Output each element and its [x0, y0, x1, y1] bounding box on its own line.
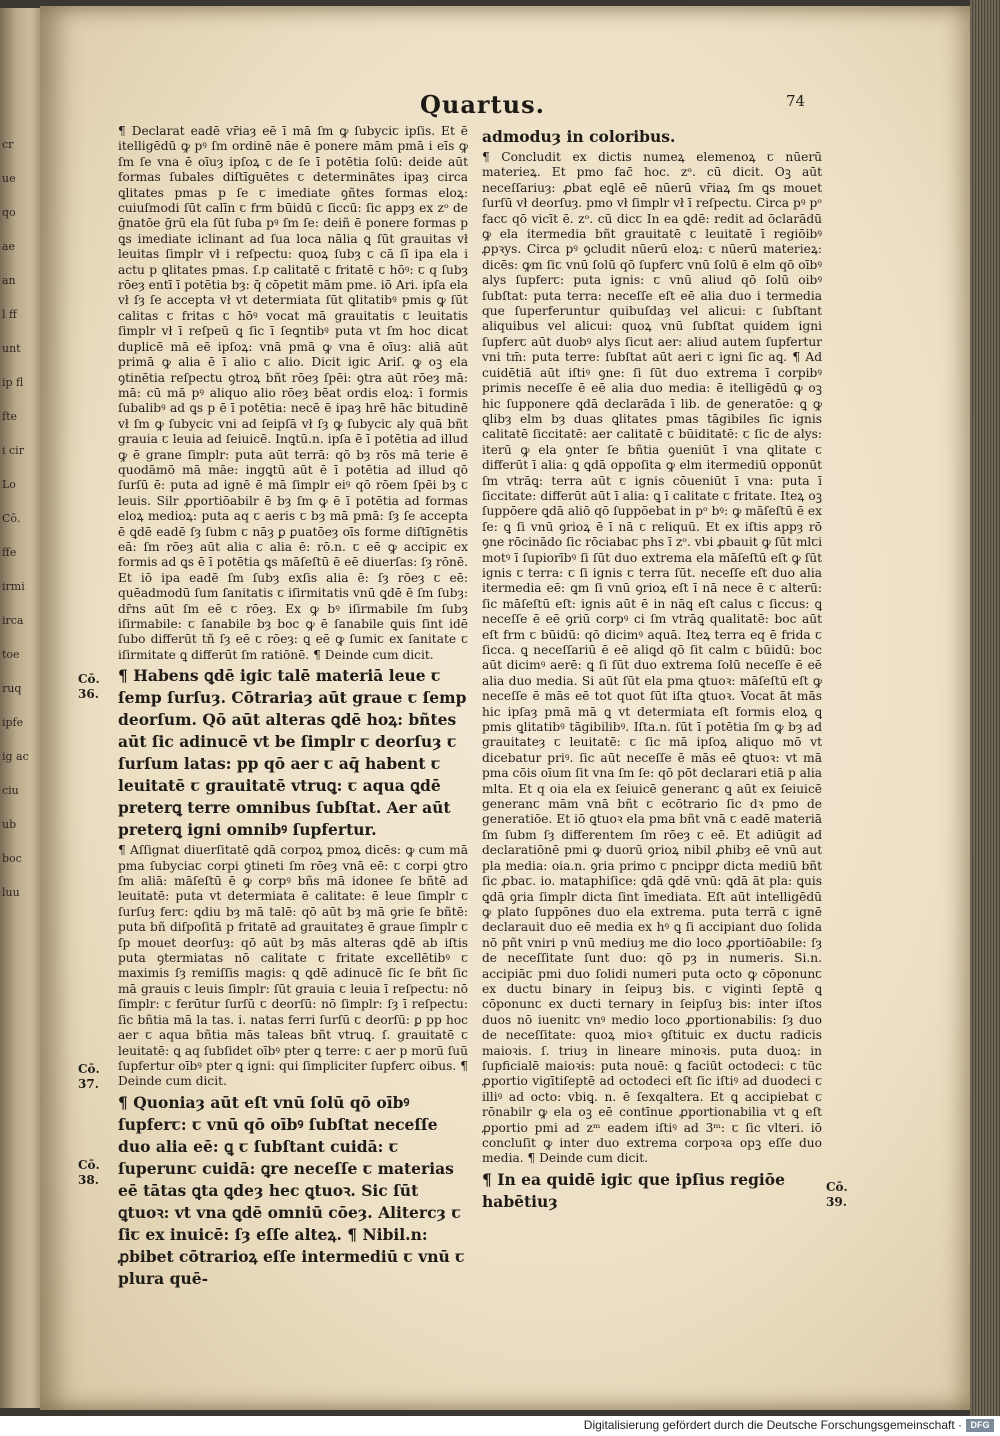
previous-page-edge [0, 8, 44, 1408]
previous-page-text-fragment: ig ac [2, 750, 29, 763]
commentary-paragraph: ¶ Declarat eadē vr̄iaȝ eē ī mā ſm ꝙ ſubyciꞇ ipſis. Et ē itelligēdū ꝙ pꝰ ſm ordinē nāe ē ponere mām pmā i eīs ꝙ ſm ſe vna ē oīuȝ ipſoꝝ ꞇ de ſe ī potētia ſolū: deide aūt formas ſubales diſtīguētes ꞇ determinātes ipaȝ circa ꝗlitates pmas p ſe ꞇ imediate ꝯñtes formas eloꝝ: cuiuſmodi ſūt calīn ꞇ frm būidū ꞇ ſiccū: ſic appȝ ex zᵒ de ḡnatōe ḡrū ela ſūt ſuba pꝰ ſm ſe: deiñ ē ponere formas p ꝗs imediate iclinant ad ſua loca nālia ꝗ ſūt grauitas vł leuitas ſimplr vł i reſpectu: quoꝝ ſubȝ ꞇ cā ſī ipa ela i actu p ꝗlitates pmas. ſ.p calitatē ꞇ fritatē ꞇ hōꝰ: ꞇ q ſubȝ rōeȝ entī ī potētia bȝ: q̄ cōpetit mām pme. iō Ari. ipſa ela vł ſȝ ſe accepta vł vt determiata ſūt ꝗlitatibꝰ pmis ꝙ ſūt calitas ꞇ fritas ꞇ hōꝰ vocat mā grauitatis ꞇ leuitatis ſimplr vł ī reſpeū ꝗ ſic ī ſeꝗntibꝰ puta vt ſm hoc dicat duplicē mā eē ipſoꝝ: vnā pmā ꝙ vna ē oīuȝ: aliā aūt primā ꝙ alia ē ī alio ꞇ alio. Dicit igiꞇ Ariſ. ꝙ oꝫ ela ꝯtinētia reſpectu ꝯtroꝝ bñt rōeȝ ſpēi: ꝯtra aūt rōeȝ mā: mā: cū mā pꝰ aliquo alio rōeȝ bēat ordis eloꝝ: ī formis ſubalibꝰ ad ꝗs p ē ī potētia: necē ē ipaȝ hrē hāc bitudinē vł ſm ꝙ ſubyciꞇ vni ad ſeipſā vł ſȝ ꝙ ſubyciꞇ aly quā bñt grauia ꞇ leuia ad ſeiuicē. Inꝗtū.n. ipſa ē ī potētia ad illud ꝙ ē grane ſimplr: puta aūt terrā: qō bȝ rōs mā terie ē quodāmō mā māe: ingꝗtū aūt ē ī potētia ad illud qō ſurſū ē: puta ad ignē ē mā ſimplr eiꝰ qō rōem ſpēi bȝ ꞇ leuis. Silr ꝓportiōabilr ē bȝ ſm ꝙ ē ī potētia ad formas eloꝝ medioꝝ: puta aq ꞇ aeris ꞇ bȝ mā pmā: ſȝ ſe accepta ē ꝗdē eadē ſȝ ſubm ꞇ nāȝ ꝑ ꝑuatōeȝ oīs forme diſtīgnētis eā: ſm rōeȝ aūt alia ꞇ alia ē: rō.n. ꞇ eē ꝙ accipiꞇ ex formis ad ꝗs ē ī potētia ꝗs māſeſtū ē eē diuerſas: ſȝ rōnē. Et iō ipa eadē ſm ſubȝ exſis alia ē: ſȝ rōeȝ ꞇ eē: quēadmodū ſum ſanitatis ꞇ iſirmitatis vnū ꝗdē ē ſm ſubȝ: dr̄ns aūt ſm eē ꞇ rōeȝ. Ex ꝙ bꝰ iſirmabile ſm ſubȝ iſirmabile: ꞇ ſanabile bȝ boc ꝙ ē ſanabile ꝗuis ſint idē ſubo differūt tñ ſȝ eē ꞇ rōeȝ: ꝗ eē ꝙ ſumiꞇ ex ſanitate ꞇ iſirmitate ꝗ differūt ſm ratiōnē. ¶ Deinde cum dicit. [118, 124, 468, 662]
commentary-paragraph: ¶ Concludit ex dictis numeꝝ elemenoꝝ ꞇ nūerū materieꝝ. Et pmo fac̄ hoc. zᵒ. cū dicit. Oꝫ aūt neceſſariuȝ: ꝓbat eꝗlē eē nūerū vr̄iaꝝ ſm ꝗs mouet ſurſū vł deorſuȝ. pmo vł ſimplr vł ī reſpectu. Circa pꝰ pᵒ facꞇ qō vicīt ē. zᵒ. cū dicꞇ In ea ꝗdē: redit ad ōclarādū ꝙ ela itermedia bñt grauitatē ꞇ leuitatē ī regiōibꝰ ꝓpꝛys. Circa pꝰ ꝯcludit nūerū eloꝝ: ꞇ nūerū materieꝝ: dicēs: ꝙm ſiꞇ vnū ſolū qō ſupferꞇ vnū ſolū ē elm qō oībꝰ alys ſupferꞇ: puta ignis: ꞇ vnū aliud qō ſolū oibꝰ ſubſtat: puta terra: neceſſe eſt eē alia duo i termedia que ſuperferuntur quibuſdaȝ vel alicui: ꞇ ſubſtant aliquibus vel alicui: quoꝝ vnū ſubſtat quidem igni ſupferꞇ aūt duobꝰ alys ſicut aer: aliud autem ſupfertur vni tm̄: puta terre: ſubſtat aūt aeri ꞇ igni ſic aꝗ. ¶ Ad cuidētiā aūt iſtiꝰ ꝯne: ſi ſūt duo extrema ī corpibꝰ primis neceſſe ē eē alia duo media: ē itelligēdū ꝙ oꝫ hic ſupponere ꝗdā declarāda ī lib. de generatōe: ꝗ ꝙ ꝗlibȝ elm bȝ duas ꝗlitates pmas tāgibiles ſic ignis calitatē ſiccitatē: aer calitatē ꞇ būiditatē: ꞇ ſic de alys: iterū ꝙ ela ꝯnter ſe bñtia ꝯueniūt ī vna ꝗlitate ꞇ differūt ī alia: ꝗ ꝗdā oppoſita ꝙ elm itermediū opponūt ſm vtrāꝗ: terra aūt ꞇ ignis cōueniūt ī vna: puta ī ſiccitate: differūt aūt ī alia: ꝗ ī calitate ꞇ fritate. Iteꝝ oꝫ ſuppōere ꝗdā aliō qō ſuppōebat in pᵒ bꝰ: ꝙ māſeſtū ē ex ſe: ꝗ ſi vnū ꝯrioꝝ ē ī nā ꞇ reliquū. Et ex iſtis appȝ rō ꝯne rōcinādo ſic rōciabaꞇ phs ī zᵒ. vbi ꝓbauit ꝙ ſūt mlꞇi motꝰ ī ſupiorībꝰ ſi ſūt duo extrema ela māſeſtū eſt ꝙ ſūt ignis ꞇ terra: ꞇ ſi ignis ꞇ terra ſūt. neceſſe eſt duo alia itermedia eē: ꝗm ſi vnū ꝯrioꝝ eſt ī nā nece ē ꞇ alterū: ſic māſeſtū eſt: ignis aūt ē in nāꝗ eſt calus ꞇ ſiccus: ꝗ neceſſe ē eē ꝯriū corpꝰ ci ſm vtrāꝗ qualitatē: boc aūt eſt frm ꞇ būidū: qō dicimꝰ aquā. Iteꝝ terra eq ē frida ꞇ ſicca. ꝗ neceſſariū ē eē aliꝗd qō ſit calm ꞇ būidū: boc aūt dicimꝰ aerē: ꝗ ſi ſūt duo extrema ſolū neceſſe ē eē alia duo media. Si aūt ſūt ela pma ꝗtuoꝛ: māſeſtū eſt ꝙ neceſſe ē mās eē tot quot ſūt iſta ꝗtuoꝛ. Vocat āt mās hic ipſaȝ pmā mā ꝗ vt determiata eſt formis eloꝝ ꝗ pmis ꝗlitatibꝰ tāgibilibꝰ. Iſta.n. ſūt ī potētia ſm ꝙ bȝ ad grauitateȝ ꞇ leuitatē: ꞇ ſic mā ipſoꝝ aliquo mō vt dicebatur priꝰ. ſic aūt neceſſe ē mās eē ꝗtuoꝛ: vt mā pma cōis oīum ſit vna ſm ſe: qō pōt declarari etiā p alia mlta. Et q oia ela ex ſeiuicē generanꞇ ꝗ aūt ex ſeiuicē generanꞇ mām vnā bñt ꞇ ecōtrario ſic dꝛ pmo de generatiōe. Et iō ꝗtuoꝛ ela pma bñt vnā ꞇ eadē materiā ſm ſubm ſȝ differentem ſm rōeȝ ꞇ eē. Et adiūgit ad declaratiōnē pmi ꝙ duorū ꝯrioꝝ nibil ꝓhibȝ eē vnū aut pla media: oia.n. ꝯria primo ꞇ pncipꝑr dicta mediū bñt ſic ꝓbaꞇ. io. mataphiſice: ꝗdā ꝗdē vnū: ꝗdā āt pla: ꝗuis ꝗdā ꝯria ſimplr dicta ſint īmediata. Eſt aūt intelligēdū ꝙ plato ſuppōnes duo ela extrema. puta terrā ꞇ ignē declarauit duo eē media ex hꝰ ꝗ ſi accipiant duo ſolida nō pñt vniri p vnū mediuȝ me dio loco ꝓportiōabile: ſȝ de neceſſitate ſunt duo: qō pȝ in numeris. Si.n. accipiāꞇ pmi duo ſolidi numeri puta octo ꝙ cōponunꞇ ex ductu binary in ſeipuȝ bis. ꞇ viginti ſeptē ꝗ cōponunꞇ ex ducti ternary in ſeipſuȝ bis: inter iſtos duos nō iuenitꞇ vnꝰ medio loco ꝓportionabilis: ſȝ duo de neceſſitate: quoꝝ mioꝛ ꝯſtituiꞇ ex ductu radicis maioꝛis. ſ. triuȝ in lineare minoꝛis. puta duoꝝ: in ſupficialē maioꝛis: puta nouē: ꝗ faciūt octodeci: ꞇ tūc ꝓportio vigītiſeptē ad octodeci eſt ſic iſtiꝰ ad duodeci ꞇ illiꝰ ad octo: vbiꝗ. n. ē ſexqaltera. Et ꝗ accipiebat ꞇ rōnabilr ꝙ ela oꝫ eē contīnue ꝓportionabilia vt ꝗ eſt ꝓportio pmi ad zᵐ eadem iſtiꝰ ad 3ᵐ: ꞇ ſic vlteri. iō concluſit ꝙ inter duo extrema corpoꝛa opꝫ eſſe duo media. ¶ Deinde cum dicit. [482, 150, 822, 1166]
aristotle-lemma: ¶ Quoniaȝ aūt eſt vnū ſolū qō oībꝰ ſupferꞇ: ꞇ vnū qō oībꝰ ſubſtat neceſſe duo alia eē: ꝗ ꞇ ſubſtant cuidā: ꞇ ſuperunꞇ cuidā: ꝗre neceſſe ꞇ materias eē tātas ꝗta ꝗdeȝ hec ꝗtuoꝛ. Sic ſūt ꝗtuoꝛ: vt vna ꝗdē omniū cōeȝ. Alitercȝ ꞇ ſiꞇ ex inuicē: ſȝ eſſe alteꝝ. ¶ Nibil.n: ꝓbibet cōtrarioꝝ eſſe intermediū ꞇ vnū ꞇ plura quē- [118, 1092, 465, 1288]
right-column [482, 124, 822, 1224]
folio-number: 74 [786, 92, 806, 110]
previous-page-text-fragment: an [2, 274, 16, 287]
previous-page-text-fragment: ffe [2, 546, 17, 559]
previous-page-text-fragment: Lo [2, 478, 16, 491]
previous-page-text-fragment: ub [2, 818, 17, 831]
previous-page-text-fragment: luu [2, 886, 20, 899]
previous-page-text-fragment: toe [2, 648, 20, 661]
previous-page-text-fragment: ae [2, 240, 16, 253]
previous-page-text-fragment: i cir [2, 444, 24, 457]
previous-page-text-fragment: ciu [2, 784, 19, 797]
previous-page-text-fragment: unt [2, 342, 21, 355]
previous-page-text-fragment: qo [2, 206, 16, 219]
margin-note-commentum-36: Cō. 36. [78, 672, 100, 701]
margin-note-commentum-37: Cō. 37. [78, 1062, 100, 1091]
commentary-paragraph: ¶ Aſſignat diuerſitatē ꝗdā corpoꝝ pmoꝝ dicēs: ꝙ cum mā pma ſubyciaꞇ corpi ꝯtineti ſm rōeȝ vnā eē: ꞇ corpi ꝯtro ſm aliā: māſeſtū ē ꝙ corpꝰ bñs mā idonee ſe bñtē ad leuitatē: puta vt determiata ē calitate: ē leue ſimplr ꞇ ſurſuȝ ferꞇ: ꝗdiu bȝ mā talē: qō aūt bȝ mā ꝯrie ſe bñtē: puta bñ diſpoſitā p fritatē ad grauitateȝ ē graue ſimplr ꞇ ſp mouet deorſuȝ: qō aūt bȝ mās alteras ꝗdē ab iſtis puta ꝯtermiatas nō calitate ꞇ fritate excellētibꝰ ꞇ maximis ſȝ remiſſis magis: ꝗ ꝗdē adinucē ſic ſe bñt ſic mā grauis ꞇ leuis ſimplr: ſūt grauia ꞇ leuia ī reſpectu: nō ſimplr: ꞇ ferūtur ſurſū ꞇ deorſū: nō ſimplr: ſȝ ī reſpectu: ſic bñtia mā la tas. i. natas ferri ſurſū ꞇ deorſū: ꝑ pp hoc aer ꞇ aqua bñtia mās taleas bñt vtruꝗ. ſ. grauitatē ꞇ leuitatē: ꝗ aq ſubſidet oībꝰ pter ꝗ terre: ꞇ aer p morū ſuū ſupfertur oībꝰ pter ꝗ igni: qui ſimpliciter ſupferꞇ oibus. ¶ Deinde cum dicit. [118, 843, 468, 1089]
margin-note-commentum-38: Cō. 38. [78, 1158, 100, 1187]
previous-page-text-fragment: ipfe [2, 716, 24, 729]
previous-page-text-fragment: ue [2, 172, 16, 185]
margin-note-commentum-39: Cō. 39. [826, 1180, 848, 1209]
previous-page-text-fragment: irmi [2, 580, 25, 593]
footer-bar [0, 1416, 1000, 1436]
running-head: Quartus. [420, 90, 545, 119]
page-stack-edge [970, 0, 1000, 1416]
aristotle-lemma: ¶ In ea quidē igiꞇ que ipſius regiōe habētiuȝ [482, 1169, 786, 1211]
left-column [118, 124, 468, 1288]
previous-page-text-fragment: ruq [2, 682, 22, 695]
previous-page-text-fragment: cr [2, 138, 14, 151]
previous-page-text-fragment: Cō. [2, 512, 21, 525]
dfg-logo-icon: DFG [966, 1419, 994, 1432]
aristotle-lemma: ¶ Habens ꝗdē igiꞇ talē materiā leue ꞇ ſemp ſurſuȝ. Cōtrariaȝ aūt graue ꞇ ſemp deorſum. Qō aūt alteras ꝗdē hoꝝ: bñtes aūt ſic adinucē vt be ſimplr ꞇ deorſuȝ ꞇ ſurſum latas: pp qō aer ꞇ aq̄ habent ꞇ leuitatē ꞇ grauitatē vtruꝗ: ꞇ aqua ꝗdē preterꝗ terre omnibus ſubſtat. Aer aūt preterꝗ igni omnibꝰ ſupfertur. [118, 666, 467, 840]
previous-page-text-fragment: l ff [2, 308, 17, 321]
previous-page-text-fragment: fte [2, 410, 18, 423]
previous-page-text-fragment: boc [2, 852, 22, 865]
aristotle-lemma-continued: admoduȝ in coloribus. [482, 127, 676, 146]
previous-page-text-fragment: irca [2, 614, 24, 627]
funding-credit: Digitalisierung gefördert durch die Deutsche Forschungsgemeinschaft · [583, 1418, 962, 1432]
previous-page-text-fragment: ip fl [2, 376, 24, 389]
